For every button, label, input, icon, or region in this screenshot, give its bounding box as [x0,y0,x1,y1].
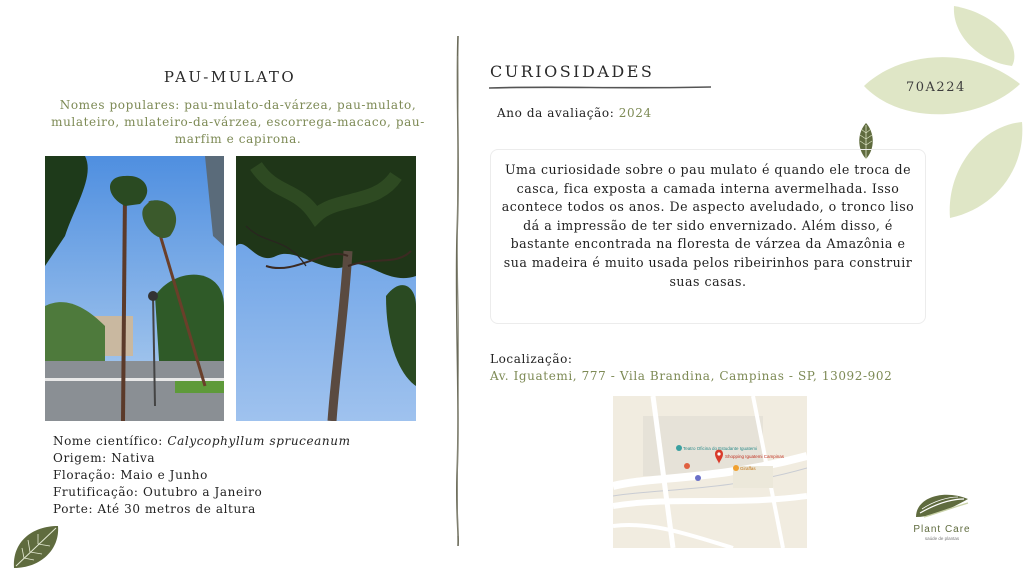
tree-photo-2 [236,156,416,421]
tree-photo-1 [45,156,224,421]
map-label-theatre: Teatro Oficina do Estudante Iguatemi [683,446,758,451]
location-address[interactable]: Av. Iguatemi, 777 - Vila Brandina, Campinas - SP, 13092-902 [490,369,893,383]
location-map[interactable] [613,396,807,548]
plant-facts [53,433,351,518]
plant-code: 70A224 [906,80,966,95]
fact-fruiting: Frutificação: Outubro a Janeiro [53,485,263,499]
curiosities-title: CURIOSIDADES [490,62,655,81]
fact-size: Porte: Até 30 metros de altura [53,502,256,516]
popular-names: Nomes populares: pau-mulato-da-várzea, pau-mulato, mulateiro, mulateiro-da-várzea, escorrega-macaco, pau-marfim e capirona. [51,98,425,146]
curiosity-card [490,149,926,324]
leaf-corner-icon [8,520,64,572]
curiosity-text: Uma curiosidade sobre o pau mulato é quando ele troca de casca, fica exposta a camada interna avermelhada. Isso acontece todos os anos. De aspecto aveludado, o tronco liso dá a impressão de ter sido envernizado. Além disso, é bastante encontrada na floresta de várzea da Amazônia e sua madeira é muito usada pelos ribeirinhos para construir suas casas. [501,162,915,289]
brand-tagline: saúde de plantas [924,536,960,541]
location-label: Localização: [490,352,573,366]
plant-care-logo [904,487,980,543]
fact-flowering: Floração: Maio e Junho [53,468,208,482]
fact-scientific-name: Nome científico: Calycophyllum spruceanum [53,434,351,448]
title-underline [489,85,711,90]
evaluation-year: Ano da avaliação: 2024 [497,106,652,120]
map-label-poi: Giraffas [740,466,756,471]
fact-origin: Origem: Nativa [53,451,156,465]
brand-name: Plant Care [913,524,971,535]
map-label-shopping: Shopping Iguatemi Campinas [725,454,785,459]
plant-title: PAU-MULATO [163,68,297,86]
column-divider [452,36,464,546]
